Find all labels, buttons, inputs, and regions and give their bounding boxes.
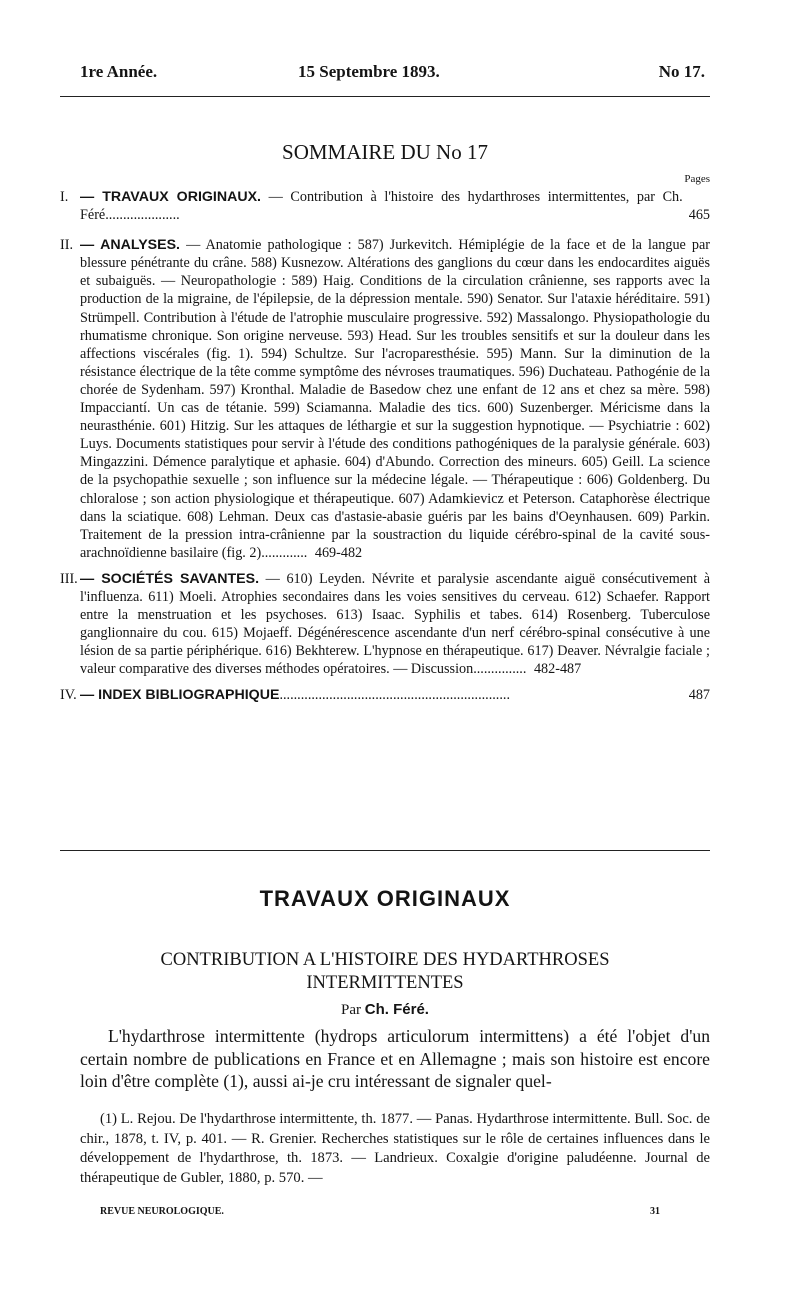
author-name: Ch. Féré.: [364, 1001, 429, 1018]
article-byline: [60, 1001, 710, 1019]
toc-entry-section: — INDEX BIBLIOGRAPHIQUE: [80, 687, 280, 704]
issue-number: No 17.: [658, 62, 705, 81]
signature-mark: 31: [650, 1206, 660, 1217]
issue-date: 15 Septembre 1893.: [298, 62, 440, 81]
toc-entry-page: 469-482: [314, 544, 363, 561]
byline-prefix: Par: [341, 1002, 362, 1018]
pages-label: Pages: [684, 173, 710, 185]
toc-entry-number: III.: [60, 570, 78, 587]
summary-title: SOMMAIRE DU No 17: [282, 140, 488, 164]
toc-entry-page: 482-487: [533, 661, 582, 678]
header-rule: [60, 96, 710, 97]
section-title: TRAVAUX ORIGINAUX: [259, 886, 511, 911]
toc-entry-section: — TRAVAUX ORIGINAUX.: [80, 189, 261, 205]
toc-entry-number: I.: [60, 189, 69, 205]
toc-entry-text: — 610) Leyden. Névrite et paralysie ascendante aiguë consécutivement à l'influenza. 611) Moeli. Atrophies secondaires dans les voies sensitives du cerveau. 612) Schaefer. Rapport entre la menstruation et les psychoses. 613) Isaac. Syphilis et tabes. 614) Rosenberg. Tuberculose ganglionnaire du cou. 615) Mojaeff. Dégénérescence ascendante d'un nerf cérébro-spinal consécutive à une lésion de sa partie périphérique. 616) Bekhterew. L'hypnose en thérapeutique. 617) Deaver. Névralgie faciale ; valeur comparative des diverses méthodes opératoires. — Discussion...............: [80, 570, 711, 678]
toc-entry-4: [60, 686, 710, 704]
table-of-contents: [60, 172, 710, 705]
toc-entry-number: IV.: [60, 687, 77, 704]
article-title-line-1: CONTRIBUTION A L'HISTOIRE DES HYDARTHROSES: [160, 950, 610, 970]
toc-entry-1: [60, 188, 710, 224]
footnote: (1) L. Rejou. De l'hydarthrose intermittente, th. 1877. — Panas. Hydarthrose intermittente. Bull. Soc. de chir., 1878, t. IV, p. 401. — R. Grenier. Recherches statistiques sur le rôle de certaines influences dans le développement de l'hydarthrose, th. 1873. — Landrieux. Coxalgie d'origine paludéenne. Journal de thérapeutique de Gubler, 1880, p. 570. —: [80, 1111, 710, 1186]
toc-entry-section: — SOCIÉTÉS SAVANTES.: [80, 570, 260, 587]
toc-entry-leader: .................................................................: [279, 687, 510, 704]
article-paragraph: L'hydarthrose intermittente (hydrops articulorum intermittens) a été l'objet d'un certain nombre de publications en France et en Allemagne ; mais son histoire est encore loin d'être complète (1), aussi ai-je cru intéressant de signaler quel-: [80, 1026, 710, 1091]
journal-name: REVUE NEUROLOGIQUE.: [100, 1206, 224, 1217]
toc-entry-page: 465: [688, 207, 710, 223]
toc-entry-page: 487: [688, 687, 710, 704]
article-title-line-2: INTERMITTENTES: [306, 973, 464, 993]
toc-entry-3: [60, 570, 710, 679]
running-header: [80, 62, 705, 86]
toc-entry-text: — Contribution à l'histoire des hydarthroses intermittentes, par Ch. Féré.....................: [80, 189, 683, 224]
toc-entry-number: II.: [60, 237, 73, 254]
toc-entry-2: [60, 236, 710, 562]
toc-entry-section: — ANALYSES.: [80, 237, 180, 254]
toc-entry-text: — Anatomie pathologique : 587) Jurkevitch. Hémiplégie de la face et de la langue par blessure pénétrante du crâne. 588) Kusnezow. Altérations des ganglions du cœur dans les endocardites aiguës et subaiguës. — Neuropathologie : 589) Haig. Conditions de la circulation crânienne, ses rapports avec la production de la migraine, de l'épilepsie, de la dépression mentale. 590) Senator. Sur l'ataxie héréditaire. 591) Strümpell. Contribution à l'étude de l'atrophie musculaire progressive. 592) Massalongo. Physiopathologie du rhumatisme chronique. Son origine nerveuse. 593) Head. Sur les troubles sensitifs et sur la douleur dans les affections viscérales (fig. 1). 594) Schultze. Sur l'acroparesthésie. 595) Mann. Sur la diminution de la résistance électrique de la tête comme symptôme des névroses traumatiques. 596) Duchateau. Pathogénie de la chorée de Sydenham. 597) Kronthal. Maladie de Basedow chez une enfant de 12 ans et chez sa mère. 598) Impacciantí. Un cas de tétanie. 599) Sciamanna. Maladie des tics. 600) Suzenberger. Méricisme dans la neurasthénie. 601) Hitzig. Sur les attaques de léthargie et sur la suggestion hypnotique. — Psychiatrie : 602) Luys. Documents statistiques pour servir à l'étude des conditions pathogéniques de la paralysie générale. 603) Mingazzini. Démence paralytique et aphasie. 604) d'Abundo. Correction des mineurs. 605) Geill. La science de la psychopathie sexuelle ; son influence sur la médecine légale. — Thérapeutique : 606) Goldenberg. Du chloralose ; son action physiologique et thérapeutique. 607) Adamkievicz et Peterson. Cataphorèse électrique dans la sciatique. 608) Lehman. Deux cas d'astasie-abasie guéris par les bains d'Oeynhausen. 609) Parkin. Traitement de la pression intra-crânienne par la soustraction du liquide cérébro-spinal de la cavité sous-arachnoïdienne basilaire (fig. 2).............: [80, 237, 710, 561]
summary-rule: [60, 850, 710, 851]
volume-year: 1re Année.: [80, 62, 158, 81]
